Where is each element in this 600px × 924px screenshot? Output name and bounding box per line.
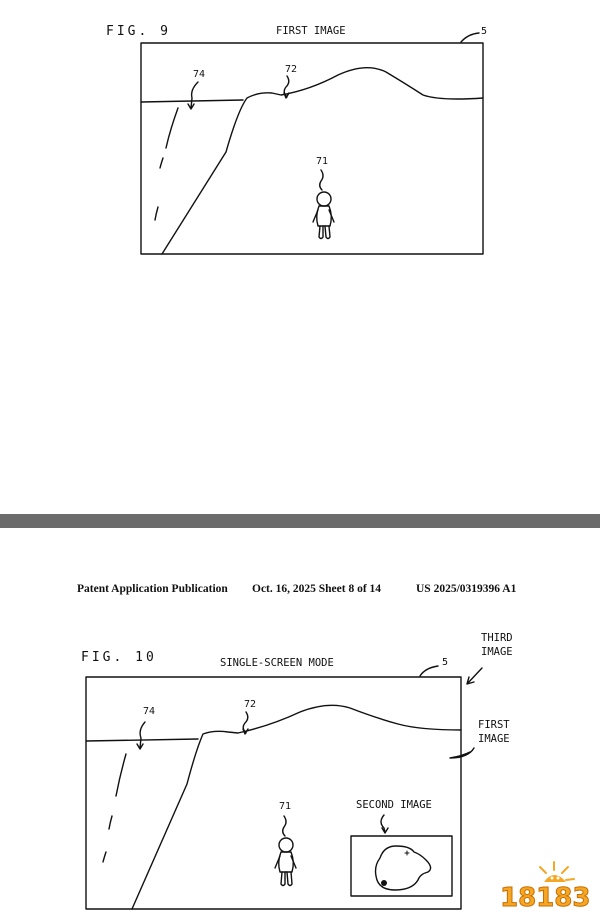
fig9-cliff-stroke xyxy=(160,158,163,168)
fig10-leader-74 xyxy=(137,722,145,749)
fig9-character-figure xyxy=(313,192,334,239)
fig10-cliff-stroke xyxy=(116,754,126,796)
fig9-label: FIG. 9 xyxy=(106,24,171,39)
fig9-ref-72: 72 xyxy=(285,64,298,75)
fig9-leader-5 xyxy=(461,33,479,42)
third-image-label-line1: THIRD xyxy=(481,632,513,644)
third-image-arrow xyxy=(467,668,482,684)
second-image-label: SECOND IMAGE xyxy=(356,799,432,811)
second-image-target xyxy=(405,851,409,855)
fig10-ref-5: 5 xyxy=(442,657,449,668)
fig10-character-figure xyxy=(275,838,296,886)
fig10-horizon-line xyxy=(86,739,198,741)
fig9-cliff-stroke xyxy=(166,108,178,148)
fig10-leader-71 xyxy=(283,816,286,836)
fig9-leader-71 xyxy=(320,170,323,190)
fig10-ref-74: 74 xyxy=(143,706,156,717)
fig10-cliff-stroke xyxy=(109,816,112,829)
header-number: US 2025/0319396 A1 xyxy=(416,583,517,595)
second-image-marker xyxy=(382,881,387,886)
first-image-label-line1: FIRST xyxy=(478,719,510,731)
svg-text:18183: 18183 xyxy=(500,883,590,913)
fig9-ref-74: 74 xyxy=(193,69,206,80)
second-image-leader xyxy=(381,815,388,833)
fig10-cliff-stroke xyxy=(103,852,106,862)
fig10-caption: SINGLE-SCREEN MODE xyxy=(220,657,334,669)
fig9-leader-74 xyxy=(188,82,198,109)
third-image-label-line2: IMAGE xyxy=(481,646,513,658)
header-date-sheet: Oct. 16, 2025 Sheet 8 of 14 xyxy=(252,583,382,595)
fig10-label: FIG. 10 xyxy=(81,650,157,665)
fig10-leader-5 xyxy=(420,666,438,676)
fig9-caption: FIRST IMAGE xyxy=(276,25,346,37)
fig9-ref-5: 5 xyxy=(481,26,488,37)
watermark-logo xyxy=(494,852,590,918)
fig9-leader-72 xyxy=(284,76,289,98)
first-image-label-line2: IMAGE xyxy=(478,733,510,745)
fig10-ref-72: 72 xyxy=(244,699,257,710)
fig9-cliff-stroke xyxy=(155,207,158,220)
fig9-ref-71: 71 xyxy=(316,156,329,167)
fig10-ref-71: 71 xyxy=(279,801,292,812)
header-publication: Patent Application Publication xyxy=(77,583,228,595)
second-image-frame xyxy=(351,836,452,896)
first-image-leader xyxy=(450,748,474,758)
